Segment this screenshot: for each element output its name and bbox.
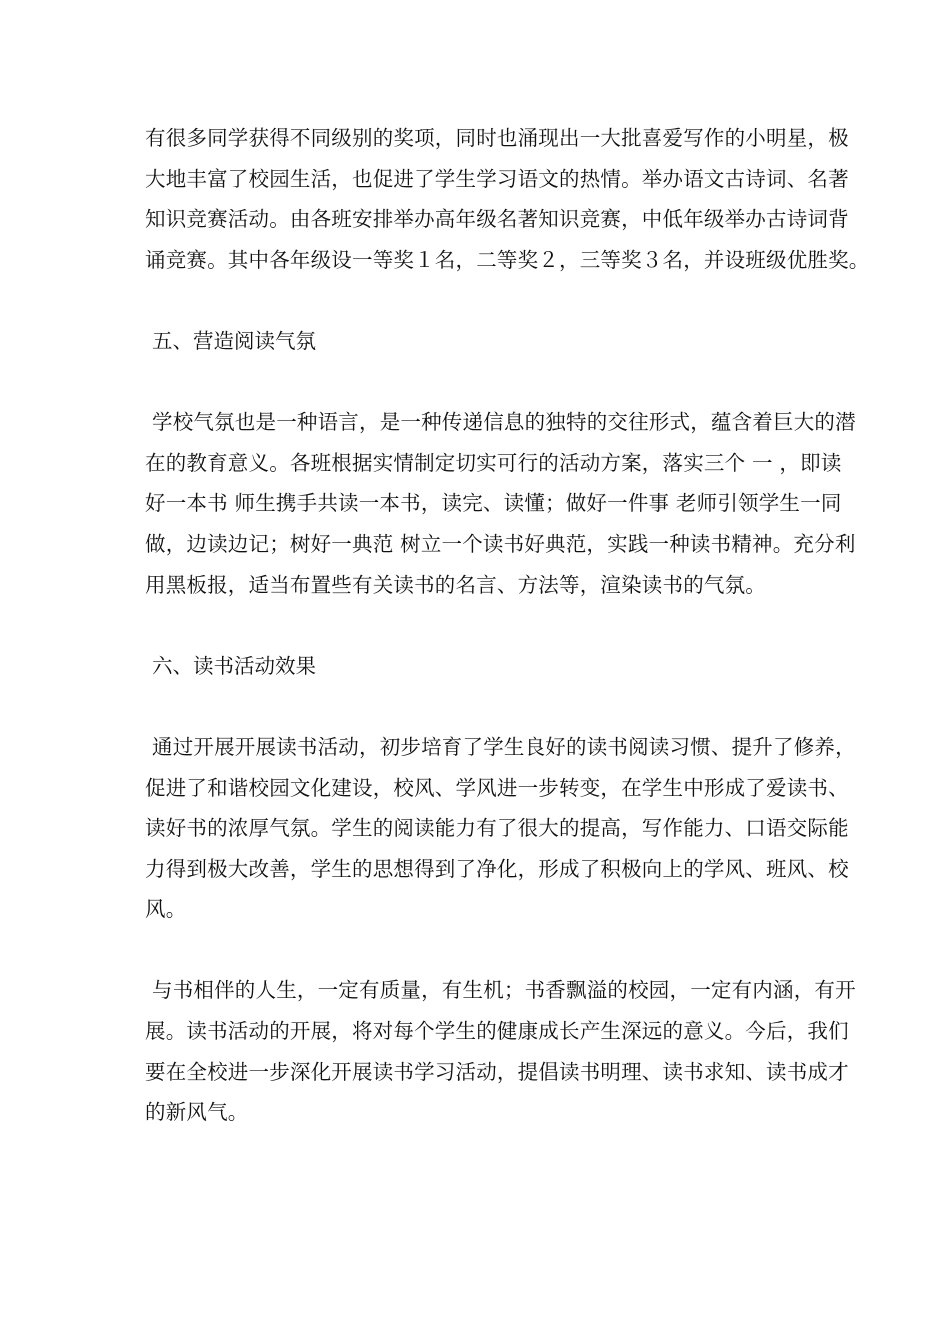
paragraph-gap [145,605,810,646]
text-line: 读好书的浓厚气氛。学生的阅读能力有了很大的提高，写作能力、口语交际能 [145,816,849,841]
paragraph-gap [145,686,810,727]
paragraph-gap [145,362,810,403]
paragraph-awards [145,118,870,280]
text-line: 知识竞赛活动。由各班安排举办高年级名著知识竞赛，中低年级举办古诗词背 [145,207,849,232]
paragraph-activity-results [145,727,856,930]
text-line: 通过开展开展读书活动，初步培育了学生良好的读书阅读习惯、提升了修养， [152,734,856,759]
text-line: 促进了和谐校园文化建设，校风、学风进一步转变，在学生中形成了爱读书、 [145,775,849,800]
text-line: 与书相伴的人生，一定有质量，有生机；书香飘溢的校园，一定有内涵，有开 [152,978,856,1003]
text-line: 展。读书活动的开展，将对每个学生的健康成长产生深远的意义。今后，我们 [145,1019,849,1044]
section-heading-6: 六、读书活动效果 [152,653,316,678]
paragraph-gap [145,280,810,321]
text-line: 诵竞赛。其中各年级设一等奖１名，二等奖２，三等奖３名，并设班级优胜奖。 [145,247,870,272]
paragraph-reading-atmosphere [145,402,856,605]
section-heading-5: 五、营造阅读气氛 [152,328,316,353]
paragraph-gap [145,930,810,971]
document-body [145,118,870,1133]
text-line: 力得到极大改善，学生的思想得到了净化，形成了积极向上的学风、班风、校 [145,856,849,881]
text-line: 用黑板报，适当布置些有关读书的名言、方法等，渲染读书的气氛。 [145,572,766,597]
text-line: 有很多同学获得不同级别的奖项，同时也涌现出一大批喜爱写作的小明星，极 [145,126,849,150]
text-line: 大地丰富了校园生活，也促进了学生学习语文的热情。举办语文古诗词、名著 [145,166,849,191]
text-line: 在的教育意义。各班根据实情制定切实可行的活动方案，落实三个 一 ，即读 [145,450,842,475]
text-line: 好一本书 师生携手共读一本书，读完、读懂；做好一件事 老师引领学生一同 [145,491,842,516]
text-line: 要在全校进一步深化开展读书学习活动，提倡读书明理、读书求知、读书成才 [145,1059,849,1084]
paragraph-conclusion [145,970,856,1132]
text-line: 风。 [145,897,187,922]
text-line: 学校气氛也是一种语言，是一种传递信息的独特的交往形式，蕴含着巨大的潜 [152,410,856,435]
text-line: 的新风气。 [145,1100,249,1125]
text-line: 做，边读边记；树好一典范 树立一个读书好典范，实践一种读书精神。充分利 [145,531,856,556]
